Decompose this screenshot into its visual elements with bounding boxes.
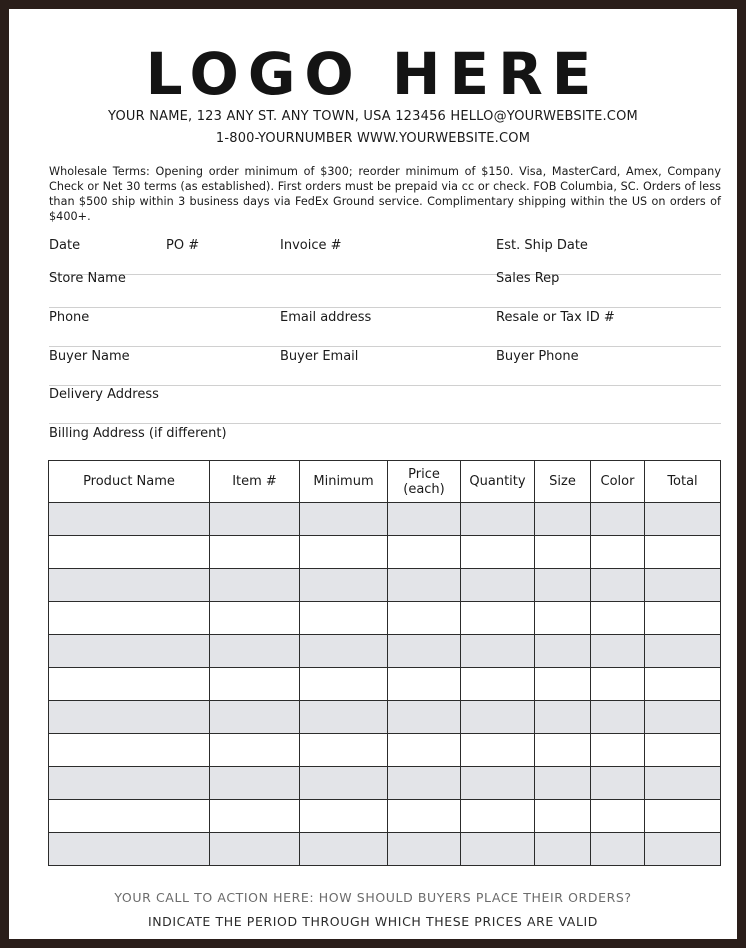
cell-minimum[interactable] <box>300 833 388 866</box>
cell-color[interactable] <box>591 833 645 866</box>
cell-item-number[interactable] <box>210 569 300 602</box>
cell-price[interactable] <box>388 503 461 536</box>
cell-price[interactable] <box>388 569 461 602</box>
column-header-minimum: Minimum <box>300 461 388 503</box>
cell-item-number[interactable] <box>210 800 300 833</box>
table-row <box>49 635 721 668</box>
cell-product-name[interactable] <box>49 536 210 569</box>
table-row <box>49 536 721 569</box>
table-row <box>49 800 721 833</box>
field-row-store <box>49 271 721 308</box>
cell-size[interactable] <box>535 701 591 734</box>
cell-price[interactable] <box>388 602 461 635</box>
cell-price[interactable] <box>388 734 461 767</box>
table-row <box>49 602 721 635</box>
cell-item-number[interactable] <box>210 635 300 668</box>
cell-total[interactable] <box>645 569 721 602</box>
column-header-price: Price (each) <box>388 461 461 503</box>
cell-color[interactable] <box>591 536 645 569</box>
column-header-quantity: Quantity <box>461 461 535 503</box>
date-label: Date <box>49 238 81 253</box>
logo-placeholder: LOGO HERE <box>145 40 601 108</box>
cell-color[interactable] <box>591 503 645 536</box>
cell-total[interactable] <box>645 767 721 800</box>
cell-minimum[interactable] <box>300 734 388 767</box>
cell-quantity[interactable] <box>461 602 535 635</box>
cell-quantity[interactable] <box>461 536 535 569</box>
cell-price[interactable] <box>388 833 461 866</box>
cell-item-number[interactable] <box>210 602 300 635</box>
cell-minimum[interactable] <box>300 569 388 602</box>
cell-price[interactable] <box>388 800 461 833</box>
table-row <box>49 767 721 800</box>
table-row <box>49 833 721 866</box>
cell-size[interactable] <box>535 833 591 866</box>
cell-size[interactable] <box>535 668 591 701</box>
cell-product-name[interactable] <box>49 602 210 635</box>
po-label: PO # <box>166 238 200 253</box>
cell-price[interactable] <box>388 701 461 734</box>
column-header-size: Size <box>535 461 591 503</box>
cell-color[interactable] <box>591 668 645 701</box>
cell-quantity[interactable] <box>461 833 535 866</box>
field-row-billing <box>49 426 721 462</box>
cell-item-number[interactable] <box>210 734 300 767</box>
cell-size[interactable] <box>535 800 591 833</box>
contact-line-web: 1-800-YOURNUMBER WWW.YOURWEBSITE.COM <box>215 131 531 146</box>
cell-total[interactable] <box>645 536 721 569</box>
cell-color[interactable] <box>591 734 645 767</box>
cell-minimum[interactable] <box>300 635 388 668</box>
cell-size[interactable] <box>535 767 591 800</box>
cell-color[interactable] <box>591 635 645 668</box>
field-row-buyer <box>49 349 721 386</box>
table-row <box>49 503 721 536</box>
cell-item-number[interactable] <box>210 701 300 734</box>
contact-line-address: YOUR NAME, 123 ANY ST. ANY TOWN, USA 123456 HELLO@YOURWEBSITE.COM <box>108 109 638 124</box>
cell-product-name[interactable] <box>49 833 210 866</box>
table-row <box>49 569 721 602</box>
cell-size[interactable] <box>535 602 591 635</box>
field-row-phone <box>49 310 721 347</box>
table-row <box>49 734 721 767</box>
cell-quantity[interactable] <box>461 734 535 767</box>
cell-product-name[interactable] <box>49 767 210 800</box>
cell-total[interactable] <box>645 833 721 866</box>
buyer-name-label: Buyer Name <box>49 349 130 364</box>
cell-size[interactable] <box>535 503 591 536</box>
cell-total[interactable] <box>645 635 721 668</box>
cell-minimum[interactable] <box>300 536 388 569</box>
cell-product-name[interactable] <box>49 503 210 536</box>
order-form <box>18 18 728 930</box>
cell-product-name[interactable] <box>49 635 210 668</box>
cell-quantity[interactable] <box>461 800 535 833</box>
cell-quantity[interactable] <box>461 701 535 734</box>
email-label: Email address <box>280 310 372 325</box>
store-name-label: Store Name <box>49 271 126 286</box>
cell-total[interactable] <box>645 668 721 701</box>
table-header-row <box>49 461 721 503</box>
cell-product-name[interactable] <box>49 668 210 701</box>
cell-size[interactable] <box>535 569 591 602</box>
cell-product-name[interactable] <box>49 701 210 734</box>
cell-product-name[interactable] <box>49 734 210 767</box>
cell-total[interactable] <box>645 602 721 635</box>
call-to-action: YOUR CALL TO ACTION HERE: HOW SHOULD BUYERS PLACE THEIR ORDERS? <box>114 890 632 905</box>
field-row-date <box>49 238 721 275</box>
column-header-item-number: Item # <box>210 461 300 503</box>
cell-price[interactable] <box>388 668 461 701</box>
cell-size[interactable] <box>535 536 591 569</box>
cell-total[interactable] <box>645 503 721 536</box>
cell-minimum[interactable] <box>300 602 388 635</box>
product-table <box>48 460 721 866</box>
tax-id-label: Resale or Tax ID # <box>496 310 615 325</box>
column-header-color: Color <box>591 461 645 503</box>
column-header-total: Total <box>645 461 721 503</box>
cell-item-number[interactable] <box>210 767 300 800</box>
cell-minimum[interactable] <box>300 668 388 701</box>
cell-quantity[interactable] <box>461 635 535 668</box>
cell-price[interactable] <box>388 767 461 800</box>
cell-quantity[interactable] <box>461 767 535 800</box>
cell-color[interactable] <box>591 701 645 734</box>
cell-total[interactable] <box>645 701 721 734</box>
phone-label: Phone <box>49 310 90 325</box>
cell-product-name[interactable] <box>49 569 210 602</box>
cell-item-number[interactable] <box>210 833 300 866</box>
cell-size[interactable] <box>535 635 591 668</box>
cell-quantity[interactable] <box>461 668 535 701</box>
price-validity-note: INDICATE THE PERIOD THROUGH WHICH THESE PRICES ARE VALID <box>147 914 599 929</box>
cell-color[interactable] <box>591 767 645 800</box>
wholesale-terms: Wholesale Terms: Opening order minimum of $300; reorder minimum of $150. Visa, MasterCard, Amex, Company Check or Net 30 terms (as established). First orders must be prepaid via cc or check. FOB Columbia, SC. Orders of less than $500 ship within 3 business days via FedEx Ground service. Complimentary shipping within the US on orders of $400+. <box>49 165 721 223</box>
cell-minimum[interactable] <box>300 701 388 734</box>
cell-minimum[interactable] <box>300 800 388 833</box>
field-row-delivery <box>49 387 721 424</box>
cell-product-name[interactable] <box>49 800 210 833</box>
cell-quantity[interactable] <box>461 503 535 536</box>
cell-price[interactable] <box>388 635 461 668</box>
cell-price[interactable] <box>388 536 461 569</box>
cell-minimum[interactable] <box>300 767 388 800</box>
table-row <box>49 668 721 701</box>
cell-minimum[interactable] <box>300 503 388 536</box>
cell-item-number[interactable] <box>210 503 300 536</box>
delivery-address-label: Delivery Address <box>49 387 159 402</box>
buyer-phone-label: Buyer Phone <box>496 349 579 364</box>
sales-rep-label: Sales Rep <box>496 271 560 286</box>
cell-item-number[interactable] <box>210 536 300 569</box>
ship-date-label: Est. Ship Date <box>496 238 588 253</box>
billing-address-label: Billing Address (if different) <box>49 426 227 441</box>
cell-color[interactable] <box>591 602 645 635</box>
cell-size[interactable] <box>535 734 591 767</box>
cell-item-number[interactable] <box>210 668 300 701</box>
invoice-label: Invoice # <box>280 238 342 253</box>
column-header-product-name: Product Name <box>49 461 210 503</box>
cell-total[interactable] <box>645 800 721 833</box>
buyer-email-label: Buyer Email <box>280 349 359 364</box>
cell-quantity[interactable] <box>461 569 535 602</box>
cell-color[interactable] <box>591 800 645 833</box>
cell-total[interactable] <box>645 734 721 767</box>
table-row <box>49 701 721 734</box>
cell-color[interactable] <box>591 569 645 602</box>
